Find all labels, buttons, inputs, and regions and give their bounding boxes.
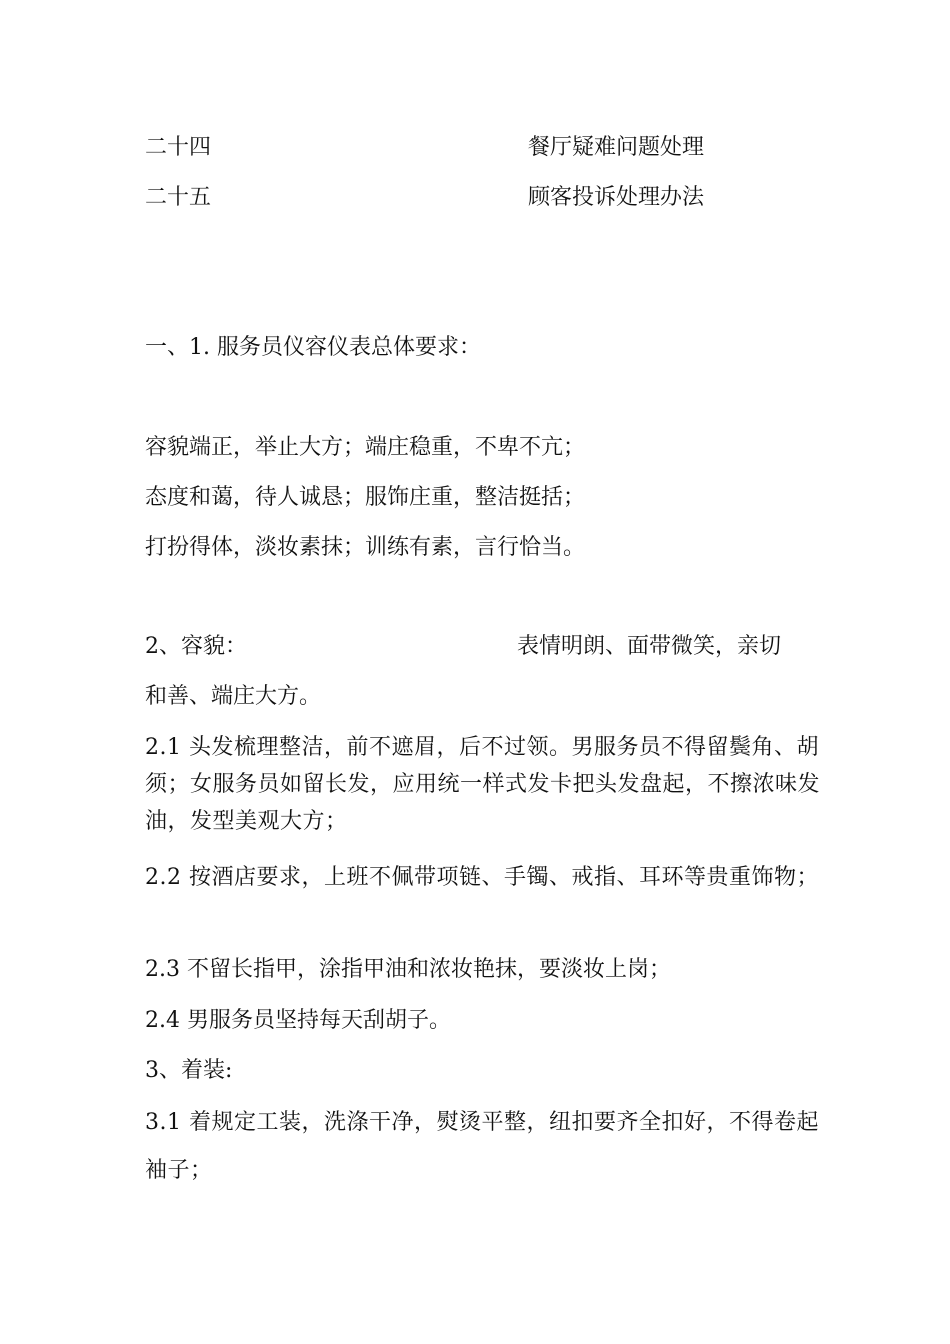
body-line: 容貌端正，举止大方；端庄稳重，不卑不亢； <box>145 435 586 460</box>
body-line: 态度和蔼，待人诚恳；服饰庄重，整洁挺括； <box>145 485 586 510</box>
toc-title: 顾客投诉处理办法 <box>528 185 705 210</box>
list-item: 3.1 着规定工装，洗涤干净，熨烫平整，纽扣要齐全扣好，不得卷起袖子； <box>145 1110 819 1183</box>
toc-number: 二十四 <box>145 135 212 160</box>
section-description: 表情明朗、面带微笑，亲切 <box>517 634 782 659</box>
section-label: 2、容貌： <box>145 634 247 659</box>
section-description-continued: 和善、端庄大方。 <box>145 684 322 709</box>
list-item: 2.4 男服务员坚持每天刮胡子。 <box>145 1008 451 1033</box>
toc-number: 二十五 <box>145 185 212 210</box>
toc-title: 餐厅疑难问题处理 <box>528 135 705 160</box>
list-item: 2.2 按酒店要求，上班不佩带项链、手镯、戒指、耳环等贵重饰物； <box>145 865 819 890</box>
section-label: 3、着装: <box>145 1058 233 1083</box>
body-line: 打扮得体，淡妆素抹；训练有素，言行恰当。 <box>145 535 586 560</box>
list-item: 2.3 不留长指甲，涂指甲油和浓妆艳抹，要淡妆上岗； <box>145 957 671 982</box>
section-heading: 一、1. 服务员仪容仪表总体要求： <box>145 335 481 360</box>
list-item: 2.1 头发梳理整洁，前不遮眉，后不过领。男服务员不得留鬓角、胡须；女服务员如留长发，应用统一样式发卡把头发盘起，不擦浓味发油，发型美观大方； <box>145 735 821 834</box>
